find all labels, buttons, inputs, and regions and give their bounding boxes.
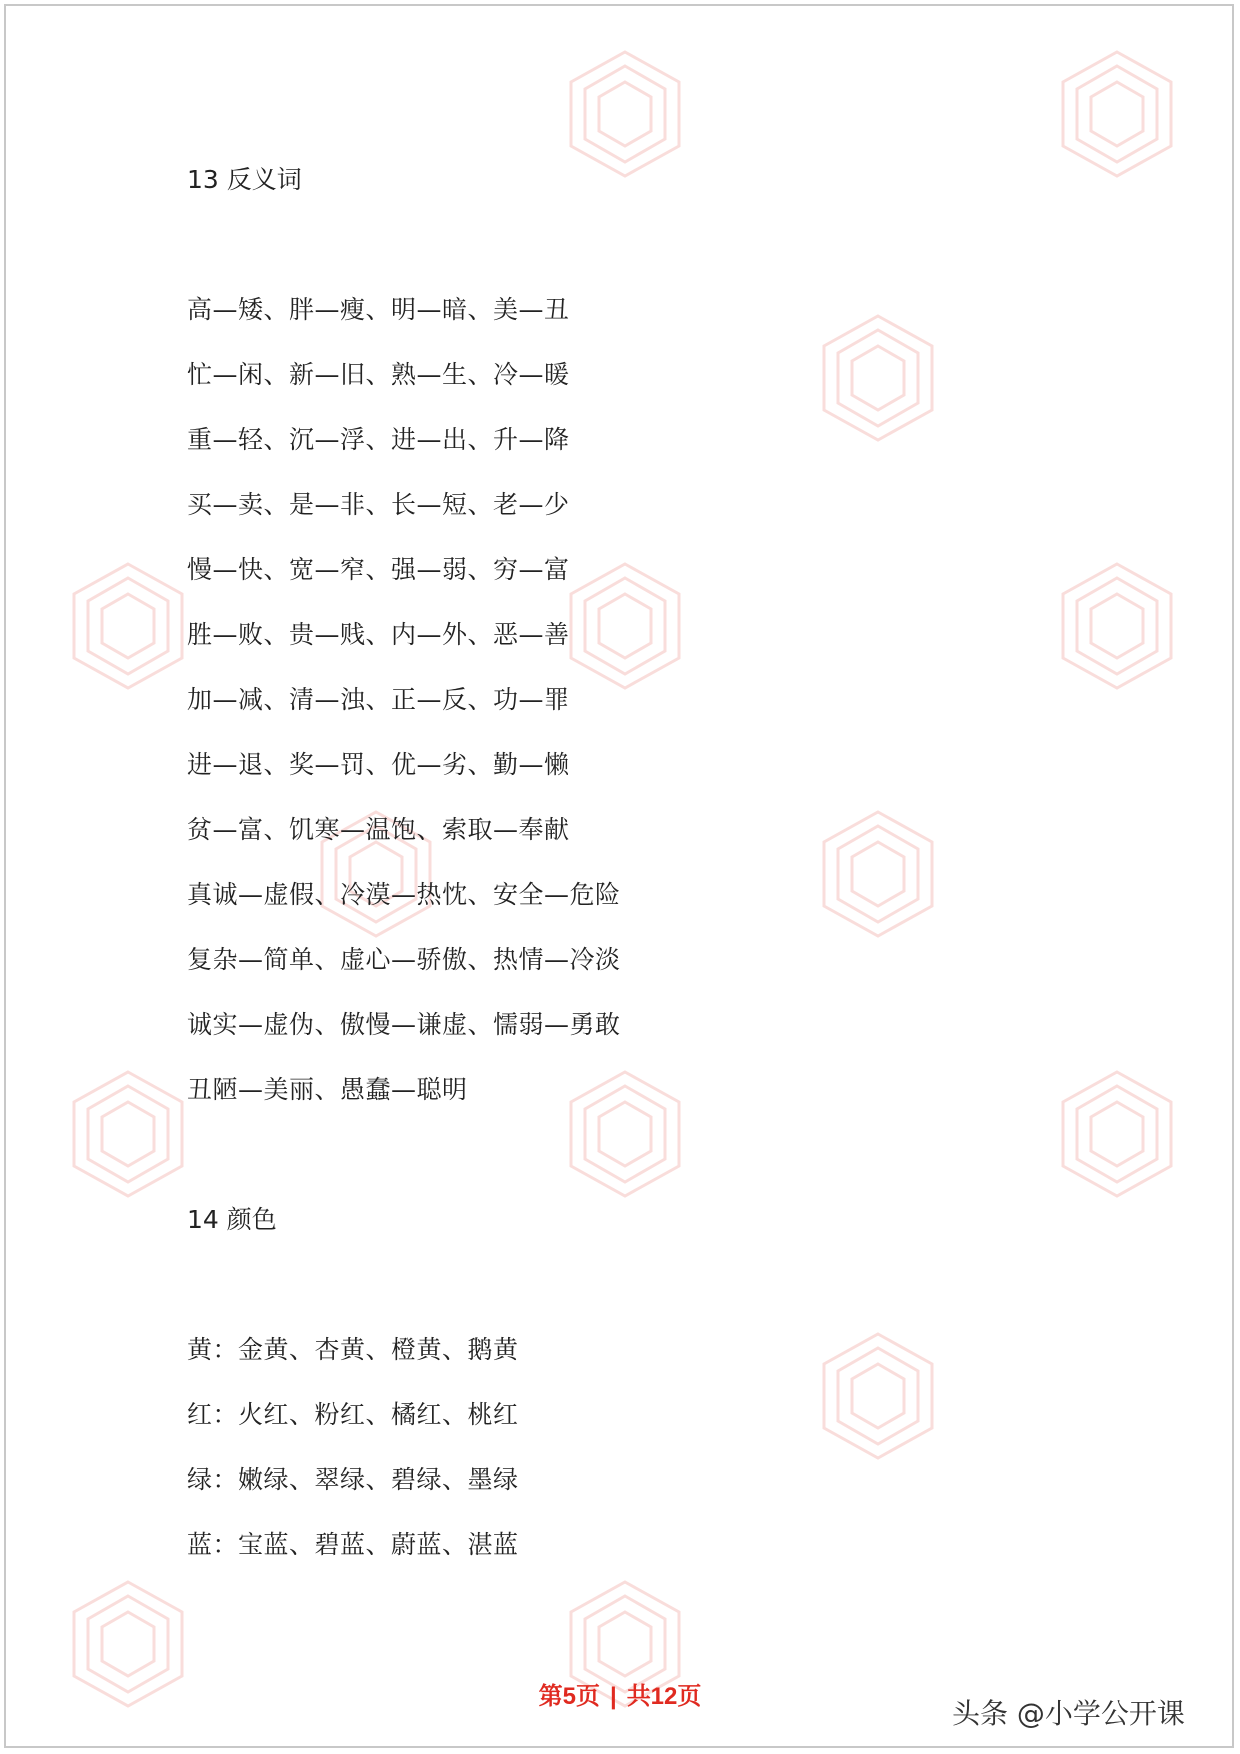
list-item: 贫—富、饥寒—温饱、索取—奉献 <box>187 815 570 844</box>
list-item: 丑陋—美丽、愚蠢—聪明 <box>187 1075 468 1104</box>
list-item: 胜—败、贵—贱、内—外、恶—善 <box>187 620 570 649</box>
list-item: 买—卖、是—非、长—短、老—少 <box>187 490 570 519</box>
section-title-colors: 14 颜色 <box>187 1205 277 1234</box>
list-item: 绿：嫩绿、翠绿、碧绿、墨绿 <box>187 1465 519 1494</box>
list-item: 蓝：宝蓝、碧蓝、蔚蓝、湛蓝 <box>187 1530 519 1559</box>
list-item: 进—退、奖—罚、优—劣、勤—懒 <box>187 750 570 779</box>
current-page: 第5页 <box>538 1683 600 1710</box>
list-item: 黄：金黄、杏黄、橙黄、鹅黄 <box>187 1335 519 1364</box>
color-list <box>187 1330 1087 1565</box>
total-pages: 共12页 <box>626 1683 702 1710</box>
list-item: 诚实—虚伪、傲慢—谦虚、懦弱—勇敢 <box>187 1010 621 1039</box>
list-item: 高—矮、胖—瘦、明—暗、美—丑 <box>187 295 570 324</box>
document-body <box>187 160 1087 1590</box>
list-item: 加—减、清—浊、正—反、功—罪 <box>187 685 570 714</box>
list-item: 红：火红、粉红、橘红、桃红 <box>187 1400 519 1429</box>
page-separator: | <box>609 1683 617 1710</box>
source-watermark: 头条 @小学公开课 <box>952 1697 1185 1730</box>
antonym-list <box>187 290 1087 1110</box>
list-item: 忙—闲、新—旧、熟—生、冷—暖 <box>187 360 570 389</box>
list-item: 真诚—虚假、冷漠—热忱、安全—危险 <box>187 880 621 909</box>
list-item: 慢—快、宽—窄、强—弱、穷—富 <box>187 555 570 584</box>
list-item: 重—轻、沉—浮、进—出、升—降 <box>187 425 570 454</box>
list-item: 复杂—简单、虚心—骄傲、热情—冷淡 <box>187 945 621 974</box>
section-title-antonyms: 13 反义词 <box>187 165 302 194</box>
